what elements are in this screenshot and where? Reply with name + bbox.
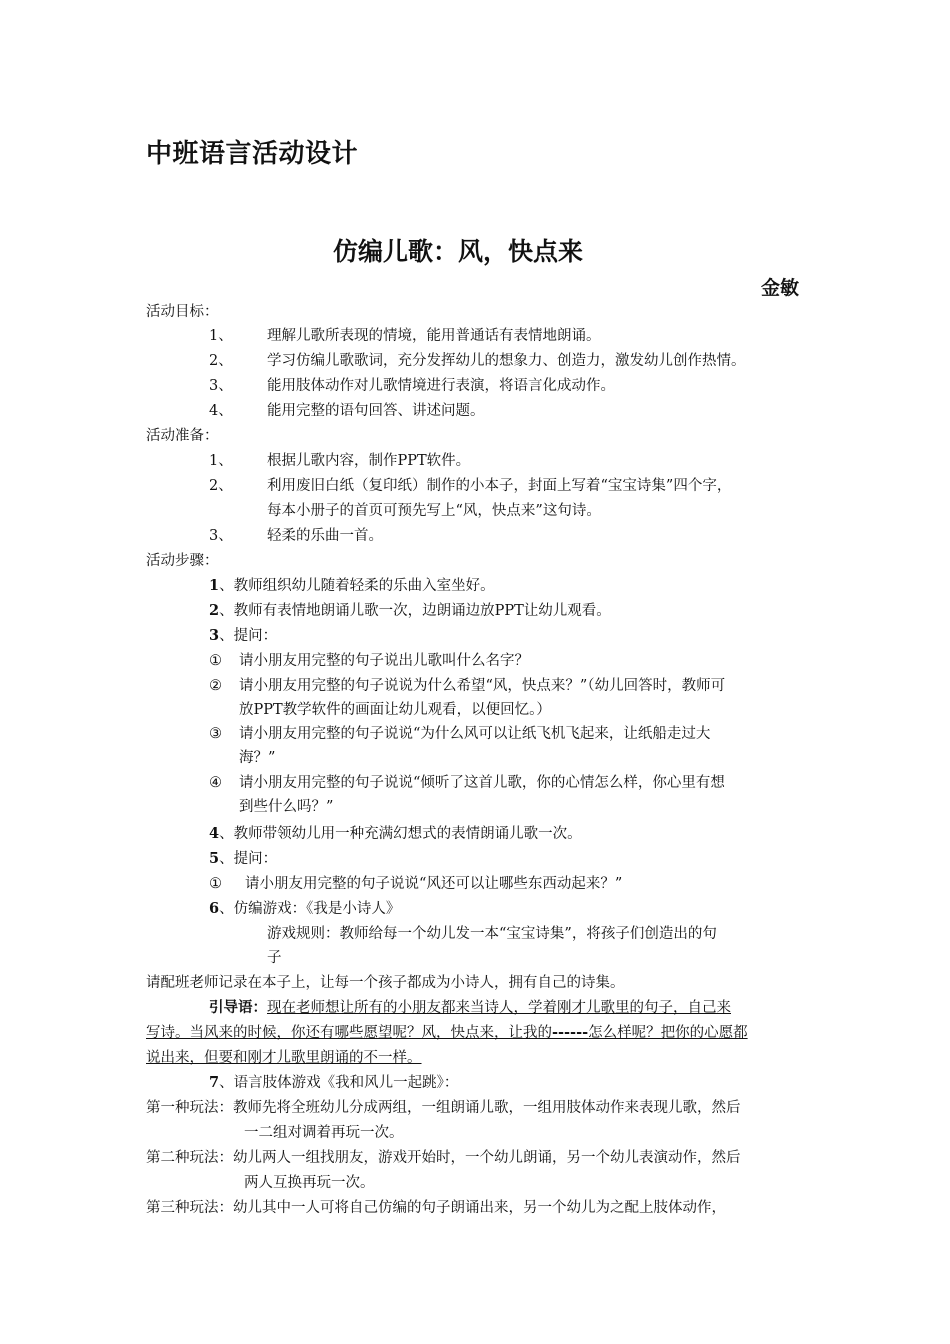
play-method xyxy=(146,1196,726,1220)
question-text-continued: 放PPT教学软件的画面让幼儿观看，以便回忆。） xyxy=(239,702,551,718)
step-item xyxy=(209,847,277,871)
goal-number: 4、 xyxy=(209,403,233,419)
step-number: 3 xyxy=(209,627,220,644)
goal-text: 能用完整的语句回答、讲述问题。 xyxy=(267,403,485,419)
question-text: 请小朋友用完整的句子说出儿歌叫什么名字？ xyxy=(239,653,529,669)
question-text: 请小朋友用完整的句子说说“倾听了这首儿歌，你的心情怎么样，你心里有想 xyxy=(239,775,725,791)
question-text-continued: 到些什么吗？” xyxy=(239,799,334,815)
play-method-text: 幼儿其中一人可将自己仿编的句子朗诵出来，另一个幼儿为之配上肢体动作， xyxy=(233,1200,726,1216)
step-number: 7 xyxy=(209,1074,220,1091)
question-number: ① xyxy=(209,653,222,669)
steps-label: 活动步骤： xyxy=(146,553,219,569)
step-item xyxy=(209,599,611,623)
play-method-text: 教师先将全班幼儿分成两组，一组朗诵儿歌，一组用肢体动作来表现儿歌，然后 xyxy=(233,1100,741,1116)
step-number: 5 xyxy=(209,850,220,867)
step-number: 1 xyxy=(209,577,220,594)
prep-item xyxy=(209,474,731,498)
prep-number: 2、 xyxy=(209,478,233,494)
question-item xyxy=(209,649,529,673)
play-method-text-continued: 两人互换再玩一次。 xyxy=(244,1175,375,1191)
play-method-label: 第二种玩法： xyxy=(146,1150,233,1166)
goal-item xyxy=(209,399,485,423)
step-text: 、教师有表情地朗诵儿歌一次，边朗诵边放PPT让幼儿观看。 xyxy=(219,603,611,619)
question-item xyxy=(209,674,725,698)
prep-label: 活动准备： xyxy=(146,428,219,444)
author-name: 金敏 xyxy=(761,277,800,299)
question-number: ③ xyxy=(209,726,222,742)
goal-text: 学习仿编儿歌歌词，充分发挥幼儿的想象力、创造力，激发幼儿创作热情。 xyxy=(267,353,746,369)
question-text: 请小朋友用完整的句子说说为什么希望“风，快点来？”（幼儿回答时，教师可 xyxy=(239,678,726,694)
guide-text: 现在老师想让所有的小朋友都来当诗人，学着刚才儿歌里的句子，自己来 xyxy=(267,1000,731,1016)
step-item xyxy=(209,574,495,598)
step-number: 6 xyxy=(209,900,220,917)
goals-label: 活动目标： xyxy=(146,304,219,320)
goal-number: 3、 xyxy=(209,378,233,394)
game-rule-text: 游戏规则：教师给每一个幼儿发一本“宝宝诗集”，将孩子们创造出的句 xyxy=(267,926,717,942)
step-number: 2 xyxy=(209,602,220,619)
question-number: ① xyxy=(209,876,222,892)
step-item xyxy=(209,624,277,648)
step-text: 、教师带领幼儿用一种充满幻想式的表情朗诵儿歌一次。 xyxy=(219,826,582,842)
goal-text: 理解儿歌所表现的情境，能用普通话有表情地朗诵。 xyxy=(267,328,601,344)
goal-item xyxy=(209,324,601,348)
play-method-label: 第三种玩法： xyxy=(146,1200,233,1216)
play-method xyxy=(146,1096,741,1120)
step-item xyxy=(209,822,582,846)
question-item xyxy=(209,771,725,795)
step-text: 、教师组织幼儿随着轻柔的乐曲入室坐好。 xyxy=(219,578,495,594)
prep-text: 根据儿歌内容，制作PPT软件。 xyxy=(267,453,471,469)
goal-number: 1、 xyxy=(209,328,233,344)
goal-text: 能用肢体动作对儿歌情境进行表演，将语言化成动作。 xyxy=(267,378,615,394)
question-text: 请小朋友用完整的句子说说“为什么风可以让纸飞机飞起来，让纸船走过大 xyxy=(239,726,711,742)
step-number: 4 xyxy=(209,825,220,842)
prep-text: 轻柔的乐曲一首。 xyxy=(267,528,383,544)
guide-line xyxy=(209,996,731,1020)
prep-text-continued: 每本小册子的首页可预先写上“风，快点来”这句诗。 xyxy=(267,503,601,519)
goal-item xyxy=(209,349,746,373)
question-text-continued: 海？” xyxy=(239,750,276,766)
question-number: ④ xyxy=(209,775,222,791)
step-text: 、仿编游戏：《我是小诗人》 xyxy=(219,901,401,917)
game-rule-text-continued: 请配班老师记录在本子上，让每一个孩子都成为小诗人，拥有自己的诗集。 xyxy=(146,975,625,991)
guide-dash: ------ xyxy=(552,1024,589,1041)
page-heading: 中班语言活动设计 xyxy=(146,139,359,169)
prep-number: 1、 xyxy=(209,453,233,469)
play-method-label: 第一种玩法： xyxy=(146,1100,233,1116)
play-method-text: 幼儿两人一组找朋友，游戏开始时，一个幼儿朗诵，另一个幼儿表演动作，然后 xyxy=(233,1150,741,1166)
prep-item xyxy=(209,449,470,473)
question-text: 请小朋友用完整的句子说说“风还可以让哪些东西动起来？” xyxy=(245,876,623,892)
play-method xyxy=(146,1146,741,1170)
game-rule-text-continued: 子 xyxy=(267,950,282,966)
guide-text: 怎么样呢？把你的心愿都 xyxy=(588,1025,748,1041)
prep-number: 3、 xyxy=(209,528,233,544)
question-number: ② xyxy=(209,678,222,694)
guide-line xyxy=(146,1021,748,1045)
prep-text: 利用废旧白纸（复印纸）制作的小本子，封面上写着“宝宝诗集”四个字， xyxy=(267,478,732,494)
document-title: 仿编儿歌：风，快点来 xyxy=(333,237,584,266)
guide-text: 写诗。当风来的时候，你还有哪些愿望呢？风，快点来，让我的 xyxy=(146,1025,552,1041)
question-item xyxy=(209,872,622,896)
prep-item xyxy=(209,524,383,548)
question-item xyxy=(209,722,710,746)
guide-line: 说出来，但要和刚才儿歌里朗诵的不一样。 xyxy=(146,1050,422,1066)
goal-number: 2、 xyxy=(209,353,233,369)
step-text: 、语言肢体游戏《我和风儿一起跳》： xyxy=(219,1075,459,1091)
guide-label: 引导语： xyxy=(209,1000,267,1016)
goal-item xyxy=(209,374,615,398)
step-item xyxy=(209,897,400,921)
step-text: 、提问： xyxy=(219,851,278,867)
play-method-text-continued: 一二组对调着再玩一次。 xyxy=(244,1125,404,1141)
step-text: 、提问： xyxy=(219,628,278,644)
step-item xyxy=(209,1071,458,1095)
